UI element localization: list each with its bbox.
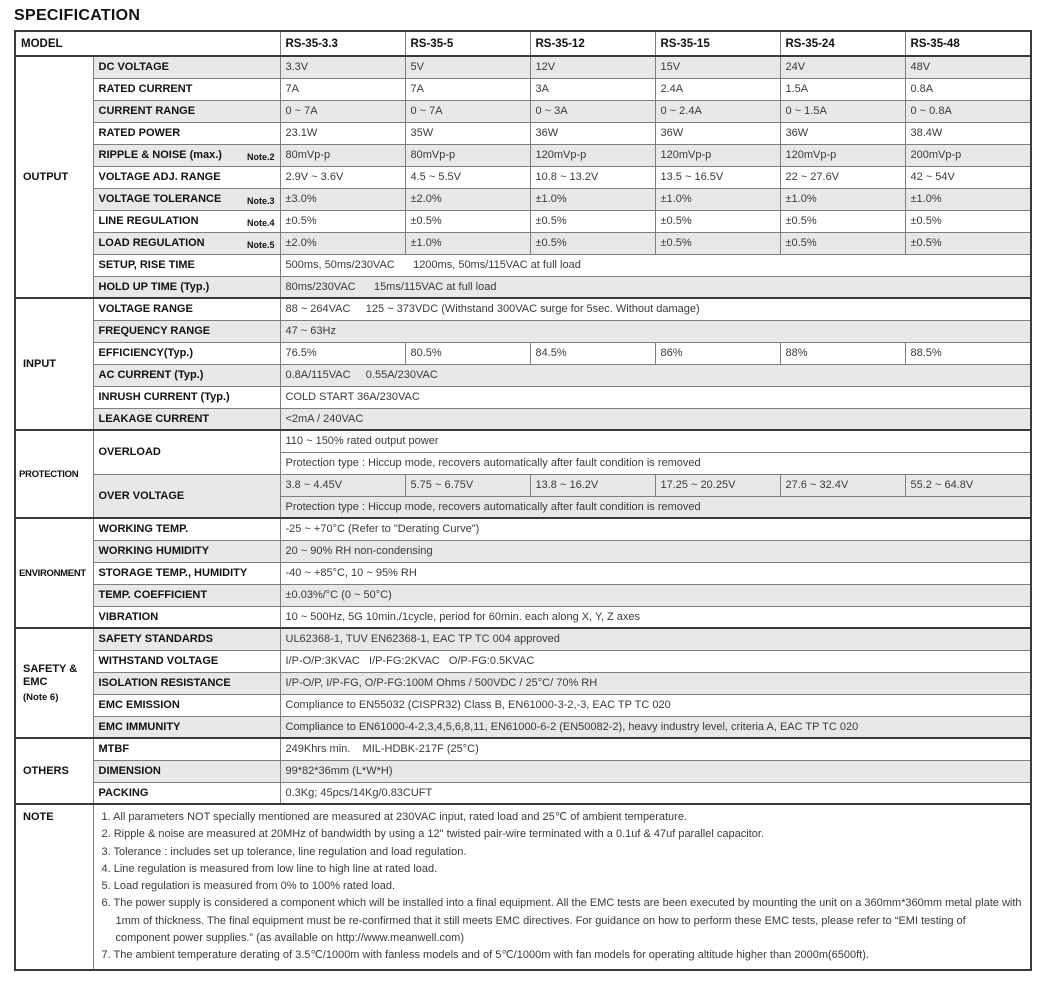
row-label (93, 78, 280, 100)
spec-row-output (15, 188, 1031, 210)
spec-value: ±0.5% (905, 210, 1031, 232)
row-label-text: ISOLATION RESISTANCE (98, 677, 231, 689)
spec-row-output (15, 56, 1031, 78)
spec-value: 86% (655, 342, 780, 364)
spec-value-span: Compliance to EN55032 (CISPR32) Class B, EN61000-3-2,-3, EAC TP TC 020 (280, 694, 1031, 716)
spec-row-others (15, 738, 1031, 760)
spec-value: ±0.5% (655, 232, 780, 254)
row-label-text: EMC IMMUNITY (98, 720, 181, 733)
spec-value: 12V (530, 56, 655, 78)
section-label-environment: ENVIRONMENT (15, 518, 93, 628)
row-label (93, 474, 280, 518)
spec-value: 0.8A (905, 78, 1031, 100)
spec-value-span: -40 ~ +85°C, 10 ~ 95% RH (280, 562, 1031, 584)
row-label-text: TEMP. COEFFICIENT (98, 589, 208, 601)
spec-row-environment (15, 584, 1031, 606)
spec-row-safety-emc (15, 716, 1031, 738)
spec-value: 42 ~ 54V (905, 166, 1031, 188)
section-label-output: OUTPUT (15, 56, 93, 298)
row-label-text: SETUP, RISE TIME (98, 259, 195, 271)
row-label-text: DIMENSION (98, 765, 161, 777)
spec-value: 0 ~ 7A (280, 100, 405, 122)
note-item: 5. Load regulation is measured from 0% to 100% rated load. (101, 880, 396, 893)
row-label (93, 166, 280, 188)
row-label-text: WORKING HUMIDITY (98, 545, 210, 557)
spec-row-others (15, 782, 1031, 804)
spec-value: ±1.0% (655, 188, 780, 210)
spec-table-body (15, 56, 1031, 970)
row-label-text: INRUSH CURRENT (Typ.) (98, 391, 230, 403)
spec-value: 0 ~ 0.8A (905, 100, 1031, 122)
spec-value: 13.8 ~ 16.2V (530, 474, 655, 496)
note-item: 4. Line regulation is measured from low line to high line at rated load. (101, 862, 438, 875)
row-label-text: PACKING (98, 786, 149, 799)
spec-row-environment (15, 606, 1031, 628)
spec-value: 88% (780, 342, 905, 364)
spec-value: 80.5% (405, 342, 530, 364)
spec-value: 120mVp-p (530, 144, 655, 166)
spec-value: 120mVp-p (655, 144, 780, 166)
model-name: RS-35-15 (655, 31, 780, 56)
row-label (93, 584, 280, 606)
spec-value: 1.5A (780, 78, 905, 100)
spec-value: 24V (780, 56, 905, 78)
spec-value: ±0.5% (405, 210, 530, 232)
row-label (93, 672, 280, 694)
spec-row-output (15, 232, 1031, 254)
model-name: RS-35-5 (405, 31, 530, 56)
spec-value: 4.5 ~ 5.5V (405, 166, 530, 188)
spec-value: 120mVp-p (780, 144, 905, 166)
row-label-text: MTBF (98, 743, 130, 756)
section-label-others: OTHERS (15, 738, 93, 804)
spec-value-span: UL62368-1, TUV EN62368-1, EAC TP TC 004 approved (280, 628, 1031, 650)
spec-row-protection (15, 474, 1031, 496)
row-label-text: STORAGE TEMP., HUMIDITY (98, 567, 248, 579)
section-label-safety-emc: SAFETY & EMC (Note 6) (15, 628, 93, 738)
spec-value-span: 110 ~ 150% rated output power (280, 430, 1031, 452)
section-label-input: INPUT (15, 298, 93, 430)
spec-value: ±1.0% (530, 188, 655, 210)
note-reference: Note.2 (246, 151, 275, 162)
row-label (93, 606, 280, 628)
spec-row-output (15, 144, 1031, 166)
row-label-text: WITHSTAND VOLTAGE (98, 655, 219, 667)
row-label-text: RATED POWER (98, 127, 181, 139)
spec-value: 2.4A (655, 78, 780, 100)
spec-row-input (15, 386, 1031, 408)
note-item: 6. The power supply is considered a component which will be installed into a final equipment. All the EMC tests are been executed by mounting the unit on a 360mm*360mm metal plate with 1mm of thickness. The final equipment must be re-confirmed that it still meets EMC directives. For guidance on how to perform these EMC tests, please refer to “EMI testing of component power supplies.” (as available on http://www.meanwell.com) (101, 897, 1022, 945)
note-item: 2. Ripple & noise are measured at 20MHz of bandwidth by using a 12" twisted pair-wire terminated with a 0.1uf & 47uf parallel capacitor. (101, 828, 764, 841)
spec-value: ±0.5% (655, 210, 780, 232)
row-label-text: CURRENT RANGE (98, 105, 196, 117)
spec-value-span: <2mA / 240VAC (280, 408, 1031, 430)
spec-row-output (15, 122, 1031, 144)
row-label (93, 56, 280, 78)
row-label (93, 276, 280, 298)
spec-row-output (15, 166, 1031, 188)
spec-value: ±2.0% (280, 232, 405, 254)
model-header-label: MODEL (15, 31, 280, 56)
spec-value: 22 ~ 27.6V (780, 166, 905, 188)
spec-value: 36W (780, 122, 905, 144)
specification-table (14, 30, 1032, 971)
note-reference: Note.4 (246, 217, 275, 228)
spec-value: 35W (405, 122, 530, 144)
spec-row-safety-emc (15, 672, 1031, 694)
spec-value: 7A (280, 78, 405, 100)
spec-value: 76.5% (280, 342, 405, 364)
row-label (93, 210, 280, 232)
spec-row-output (15, 276, 1031, 298)
row-label (93, 628, 280, 650)
spec-value-span: 80ms/230VAC 15ms/115VAC at full load (280, 276, 1031, 298)
row-label-text: VIBRATION (98, 610, 159, 623)
row-label (93, 254, 280, 276)
spec-value: ±1.0% (780, 188, 905, 210)
row-label-text: WORKING TEMP. (98, 523, 189, 536)
spec-value: 7A (405, 78, 530, 100)
row-label (93, 144, 280, 166)
spec-value: 3.8 ~ 4.45V (280, 474, 405, 496)
note-item: 3. Tolerance : includes set up tolerance, line regulation and load regulation. (101, 845, 467, 858)
note-item: 7. The ambient temperature derating of 3.5℃/1000m with fanless models and of 5℃/1000m with fan models for operating altitude higher than 2000m(6500ft). (101, 949, 869, 962)
spec-value: ±0.5% (530, 210, 655, 232)
spec-row-output (15, 78, 1031, 100)
spec-value: 80mVp-p (405, 144, 530, 166)
spec-value-span: COLD START 36A/230VAC (280, 386, 1031, 408)
row-label (93, 738, 280, 760)
spec-value: 0 ~ 3A (530, 100, 655, 122)
row-label-text: VOLTAGE ADJ. RANGE (98, 171, 221, 183)
model-header-row (15, 31, 1031, 56)
spec-value: 0 ~ 7A (405, 100, 530, 122)
spec-value: 2.9V ~ 3.6V (280, 166, 405, 188)
spec-value: 55.2 ~ 64.8V (905, 474, 1031, 496)
row-label (93, 320, 280, 342)
row-label-text: OVER VOLTAGE (98, 489, 185, 502)
spec-value-span: -25 ~ +70°C (Refer to "Derating Curve") (280, 518, 1031, 540)
spec-value: 27.6 ~ 32.4V (780, 474, 905, 496)
model-name: RS-35-3.3 (280, 31, 405, 56)
spec-row-safety-emc (15, 694, 1031, 716)
spec-value: 0 ~ 2.4A (655, 100, 780, 122)
spec-value: 48V (905, 56, 1031, 78)
spec-row-input (15, 408, 1031, 430)
row-label-text: LINE REGULATION (98, 214, 199, 227)
row-label (93, 298, 280, 320)
row-label-text: LEAKAGE CURRENT (98, 412, 210, 425)
spec-value: 5.75 ~ 6.75V (405, 474, 530, 496)
row-label (93, 188, 280, 210)
spec-row-safety-emc (15, 628, 1031, 650)
spec-value: 88.5% (905, 342, 1031, 364)
spec-value-span: 99*82*36mm (L*W*H) (280, 760, 1031, 782)
notes-row (15, 804, 1031, 970)
spec-row-environment (15, 518, 1031, 540)
spec-value-span: 0.8A/115VAC 0.55A/230VAC (280, 364, 1031, 386)
model-name: RS-35-12 (530, 31, 655, 56)
row-label-text: LOAD REGULATION (98, 236, 205, 249)
spec-value: ±0.5% (530, 232, 655, 254)
spec-row-output (15, 100, 1031, 122)
spec-value-span: 20 ~ 90% RH non-condensing (280, 540, 1031, 562)
spec-value: 80mVp-p (280, 144, 405, 166)
spec-value: 200mVp-p (905, 144, 1031, 166)
spec-value-span: 249Khrs min. MIL-HDBK-217F (25°C) (280, 738, 1031, 760)
spec-value: 3.3V (280, 56, 405, 78)
row-label-text: SAFETY STANDARDS (98, 633, 213, 646)
spec-row-others (15, 760, 1031, 782)
spec-row-input (15, 298, 1031, 320)
spec-row-environment (15, 540, 1031, 562)
spec-row-input (15, 320, 1031, 342)
row-label (93, 760, 280, 782)
spec-value-span: Protection type : Hiccup mode, recovers automatically after fault condition is removed (280, 496, 1031, 518)
spec-value-span: 10 ~ 500Hz, 5G 10min./1cycle, period for 60min. each along X, Y, Z axes (280, 606, 1031, 628)
row-label (93, 430, 280, 474)
spec-value: ±0.5% (780, 210, 905, 232)
row-label-text: RIPPLE & NOISE (max.) (98, 148, 222, 161)
note-item: 1. All parameters NOT specially mentioned are measured at 230VAC input, rated load and 25℃ of ambient temperature. (101, 811, 687, 823)
spec-value: ±1.0% (405, 232, 530, 254)
spec-value: ±0.5% (905, 232, 1031, 254)
spec-value: 23.1W (280, 122, 405, 144)
row-label-text: EMC EMISSION (98, 699, 180, 711)
spec-value-span: ±0.03%/°C (0 ~ 50°C) (280, 584, 1031, 606)
row-label (93, 694, 280, 716)
row-label-text: DC VOLTAGE (98, 61, 169, 74)
spec-value: 0 ~ 1.5A (780, 100, 905, 122)
row-label (93, 408, 280, 430)
spec-row-output (15, 254, 1031, 276)
spec-value-span: I/P-O/P, I/P-FG, O/P-FG:100M Ohms / 500VDC / 25°C/ 70% RH (280, 672, 1031, 694)
row-label (93, 100, 280, 122)
spec-value: ±0.5% (280, 210, 405, 232)
spec-value: ±2.0% (405, 188, 530, 210)
notes-content (93, 804, 1031, 970)
model-name: RS-35-48 (905, 31, 1031, 56)
row-label (93, 342, 280, 364)
row-label (93, 650, 280, 672)
row-label (93, 562, 280, 584)
row-label-text: VOLTAGE TOLERANCE (98, 192, 222, 205)
spec-row-input (15, 342, 1031, 364)
spec-row-environment (15, 562, 1031, 584)
spec-value: 5V (405, 56, 530, 78)
row-label-text: RATED CURRENT (98, 83, 193, 95)
page-title: SPECIFICATION (14, 7, 141, 24)
spec-row-input (15, 364, 1031, 386)
spec-value-span: Compliance to EN61000-4-2,3,4,5,6,8,11, EN61000-6-2 (EN50082-2), heavy industry level, criteria A, EAC TP TC 020 (280, 716, 1031, 738)
spec-value: 13.5 ~ 16.5V (655, 166, 780, 188)
spec-value: 36W (530, 122, 655, 144)
spec-value: 36W (655, 122, 780, 144)
spec-row-safety-emc (15, 650, 1031, 672)
spec-value-span: 500ms, 50ms/230VAC 1200ms, 50ms/115VAC at full load (280, 254, 1031, 276)
spec-value: 10.8 ~ 13.2V (530, 166, 655, 188)
row-label-text: EFFICIENCY(Typ.) (98, 347, 194, 359)
row-label (93, 364, 280, 386)
row-label (93, 716, 280, 738)
row-label (93, 782, 280, 804)
row-label (93, 122, 280, 144)
spec-value: 17.25 ~ 20.25V (655, 474, 780, 496)
spec-value-span: Protection type : Hiccup mode, recovers automatically after fault condition is removed (280, 452, 1031, 474)
spec-value: 38.4W (905, 122, 1031, 144)
spec-value-span: 88 ~ 264VAC 125 ~ 373VDC (Withstand 300VAC surge for 5sec. Without damage) (280, 298, 1031, 320)
spec-value-span: I/P-O/P:3KVAC I/P-FG:2KVAC O/P-FG:0.5KVAC (280, 650, 1031, 672)
row-label-text: OVERLOAD (98, 446, 161, 459)
spec-value: ±3.0% (280, 188, 405, 210)
spec-value: 3A (530, 78, 655, 100)
row-label (93, 386, 280, 408)
spec-row-protection (15, 430, 1031, 452)
note-reference: Note.5 (246, 239, 275, 250)
spec-value: ±1.0% (905, 188, 1031, 210)
section-label-protection: PROTECTION (15, 430, 93, 518)
note-reference: Note.3 (246, 195, 275, 206)
spec-value-span: 0.3Kg; 45pcs/14Kg/0.83CUFT (280, 782, 1031, 804)
row-label (93, 232, 280, 254)
row-label-text: VOLTAGE RANGE (98, 303, 193, 316)
spec-row-output (15, 210, 1031, 232)
row-label-text: FREQUENCY RANGE (98, 325, 211, 337)
spec-value: ±0.5% (780, 232, 905, 254)
row-label-text: HOLD UP TIME (Typ.) (98, 280, 210, 293)
section-label-note: NOTE (15, 804, 93, 970)
row-label (93, 540, 280, 562)
spec-value: 84.5% (530, 342, 655, 364)
row-label-text: AC CURRENT (Typ.) (98, 369, 204, 381)
spec-value: 15V (655, 56, 780, 78)
row-label (93, 518, 280, 540)
model-name: RS-35-24 (780, 31, 905, 56)
spec-value-span: 47 ~ 63Hz (280, 320, 1031, 342)
